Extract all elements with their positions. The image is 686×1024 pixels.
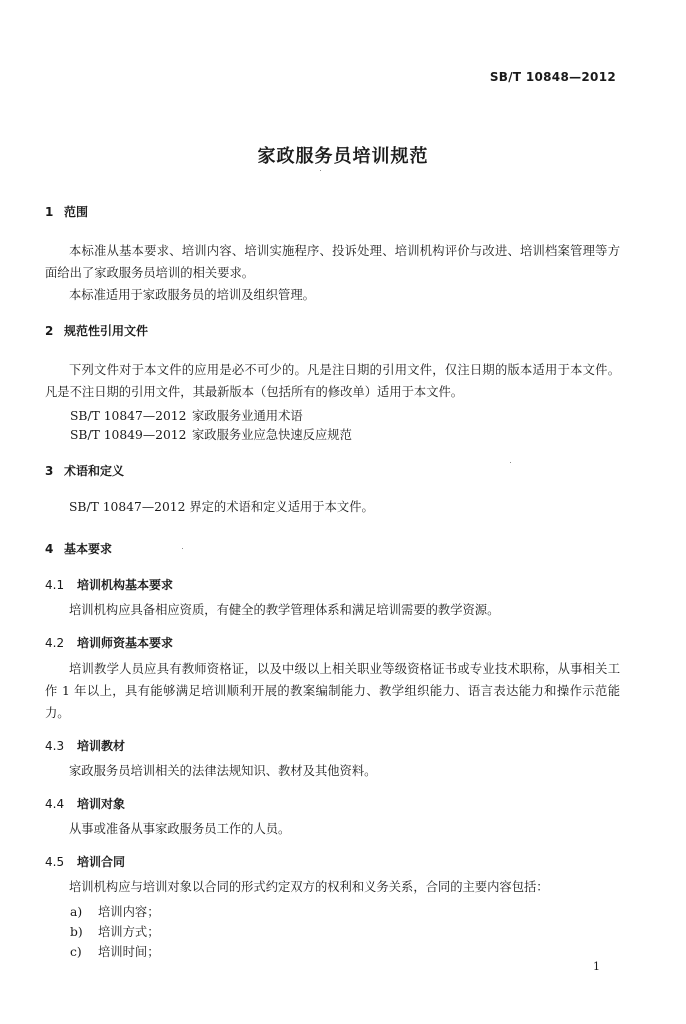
subsection-title: 培训教材 [77,739,126,753]
section-title: 基本要求 [64,542,113,556]
page-number: 1 [593,960,600,973]
section-1-paragraph-1: 本标准从基本要求、培训内容、培训实施程序、投诉处理、培训机构评价与改进、培训档案管理等方面给出了家政服务员培训的相关要求。 [45,244,620,280]
section-1-heading [45,203,88,220]
list-item-label: a) [70,905,83,919]
subsection-4-5-paragraph: 培训机构应与培训对象以合同的形式约定双方的权利和义务关系，合同的主要内容包括： [69,880,549,894]
subsection-number: 4.3 [45,739,65,753]
standard-code: SB/T 10848—2012 [489,70,616,84]
list-item-label: b) [70,925,83,939]
scan-speck [182,548,183,549]
section-3-paragraph-1: SB/T 10847—2012 界定的术语和定义适用于本文件。 [69,500,374,514]
list-item-text: 培训内容； [98,905,160,919]
subsection-4-2-paragraph: 培训教学人员应具有教师资格证，以及中级以上相关职业等级资格证书或专业技术职称，从事相关工作 1 年以上，具有能够满足培训顺利开展的教案编制能力、教学组织能力、语言表达能力和操作示范能力。 [45,662,620,720]
section-title: 术语和定义 [64,464,125,478]
reference-line [70,406,303,424]
reference-line [70,425,352,443]
subsection-4-2-heading [45,634,173,651]
subsection-4-4-heading [45,795,125,812]
list-item-text: 培训时间； [98,945,160,959]
scan-speck [320,170,321,171]
subsection-title: 培训合同 [77,855,126,869]
section-2-paragraph-1: 下列文件对于本文件的应用是必不可少的。凡是注日期的引用文件，仅注日期的版本适用于本文件。凡是不注日期的引用文件，其最新版本（包括所有的修改单）适用于本文件。 [45,363,620,399]
subsection-number: 4.2 [45,636,65,650]
reference-code: SB/T 10849—2012 [70,428,187,442]
subsection-4-1-heading [45,576,173,593]
subsection-4-5-heading [45,853,125,870]
section-number: 4 [45,542,54,556]
section-number: 2 [45,324,54,338]
subsection-title: 培训机构基本要求 [77,578,174,592]
section-title: 范围 [64,205,89,219]
subsection-4-1-paragraph: 培训机构应具备相应资质，有健全的教学管理体系和满足培训需要的教学资源。 [69,603,500,617]
reference-name: 家政服务业通用术语 [192,409,303,423]
section-title: 规范性引用文件 [64,324,149,338]
section-3-heading [45,462,124,479]
subsection-title: 培训师资基本要求 [77,636,174,650]
reference-code: SB/T 10847—2012 [70,409,187,423]
list-item-text: 培训方式； [98,925,160,939]
section-1-paragraph-2: 本标准适用于家政服务员的培训及组织管理。 [69,288,315,302]
subsection-number: 4.4 [45,797,65,811]
section-4-heading [45,540,112,557]
document-title: 家政服务员培训规范 [257,146,429,167]
subsection-number: 4.1 [45,578,65,592]
reference-name: 家政服务业应急快速反应规范 [192,428,352,442]
list-item [70,902,160,920]
list-item [70,922,160,940]
scan-speck [510,462,511,463]
list-item [70,942,160,960]
section-2-heading [45,322,148,339]
subsection-number: 4.5 [45,855,65,869]
subsection-4-4-paragraph: 从事或准备从事家政服务员工作的人员。 [69,822,291,836]
list-item-label: c) [70,945,82,959]
subsection-4-3-heading [45,737,125,754]
subsection-title: 培训对象 [77,797,126,811]
subsection-4-3-paragraph: 家政服务员培训相关的法律法规知识、教材及其他资料。 [69,764,377,778]
section-number: 1 [45,205,54,219]
section-number: 3 [45,464,54,478]
